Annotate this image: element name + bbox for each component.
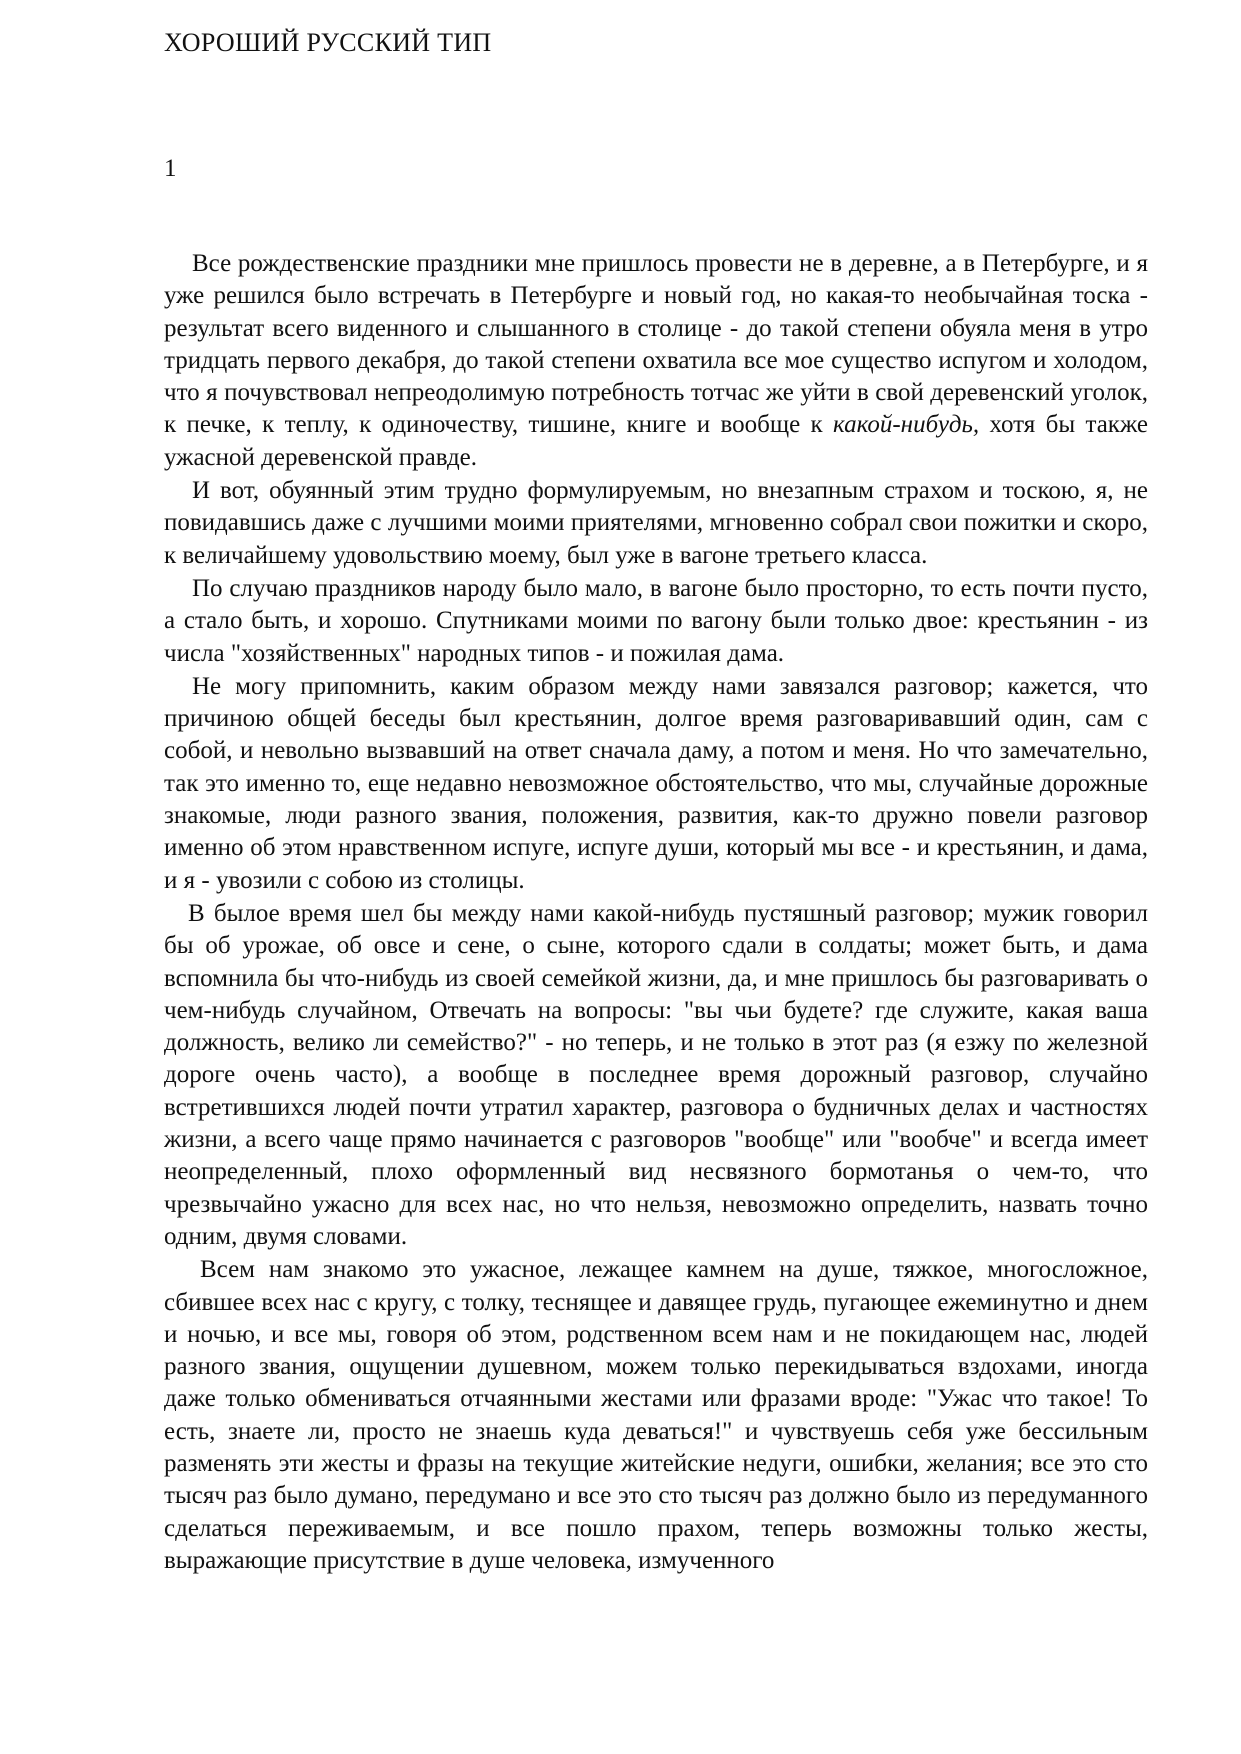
paragraph: В былое время шел бы между нами какой-нибудь пустяшный разговор; мужик говорил бы об урожае, об овсе и сене, о сыне, которого сдали в солдаты; может быть, и дама вспомнила бы что-нибудь из своей семейкой жизни, да, и мне пришлось бы разговаривать о чем-нибудь случайном, Отвечать на вопросы: "вы чьи будете? где служите, какая ваша должность, велико ли семейство?" - но теперь, и не только в этот раз (я езжу по железной дороге очень часто), а вообще в последнее время дорожный разговор, случайно встретившихся людей почти утратил характер, разговора о будничных делах и частностях жизни, а всего чаще прямо начинается с разговоров "вообще" или "вообче" и всегда имеет неопределенный, плохо оформленный вид несвязного бормотанья о чем-то, что чрезвычайно ужасно для всех нас, но что нельзя, невозможно определить, назвать точно одним, двумя словами.: [164, 899, 1148, 1250]
chapter-number: 1: [164, 155, 177, 182]
paragraph-text: Все рождественские праздники мне пришлось провести не в деревне, а в Петербурге, и я уже решился было встречать в Петербурге и новый год, но какая-то необычайная тоска - результат всего виденного и слышанного в столице - до такой степени обуяла меня в утро тридцать первого декабря, до такой степени охватила все мое существо испугом и холодом, что я почувствовал непреодолимую потребность тотчас же уйти в свой деревенский уголок, к печке, к теплу, к одиночеству, тишине, книге и вообще к: [164, 250, 1148, 439]
paragraph: Не могу припомнить, каким образом между нами завязался разговор; кажется, что причиною общей беседы был крестьянин, долгое время разговаривавший один, сам с собой, и невольно вызвавший на ответ сначала даму, а потом и меня. Но что замечательно, так это именно то, еще недавно невозможное обстоятельство, что мы, случайные дорожные знакомые, люди разного звания, положения, развития, как-то дружно повели разговор именно об этом нравственном испуге, испуге души, который мы все - и крестьянин, и дама, и я - увозили с собою из столицы.: [164, 672, 1148, 894]
paragraph: И вот, обуянный этим трудно формулируемым, но внезапным страхом и тоскою, я, не повидавшись даже с лучшими моими приятелями, мгновенно собрал свои пожитки и скоро, к величайшему удовольствию моему, был уже в вагоне третьего класса.: [164, 477, 1148, 569]
paragraph: Всем нам знакомо это ужасное, лежащее камнем на душе, тяжкое, многосложное, сбившее всех нас с кругу, с толку, теснящее и давящее грудь, пугающее ежеминутно и днем и ночью, и все мы, говоря об этом, родственном всем нам и не покидающем нас, людей разного звания, ощущении душевном, можем только перекидываться вздохами, иногда даже только обмениваться отчаянными жестами или фразами вроде: "Ужас что такое! То есть, знаете ли, просто не знаешь куда деваться!" и чувствуешь себя уже бессильным разменять эти жесты и фразы на текущие житейские недуги, ошибки, желания; все это сто тысяч раз было думано, передумано и все это сто тысяч раз должно было из передуманного сделаться переживаемым, и все пошло прахом, теперь возможны только жесты, выражающие присутствие в душе человека, измученного: [164, 1256, 1148, 1574]
paragraph: [164, 248, 1148, 474]
document-body: [164, 248, 1148, 1578]
emphasized-text: какой-нибудь,: [833, 411, 980, 439]
paragraph-text: хотя бы также ужасной деревенской правде.: [164, 411, 1148, 471]
paragraph: По случаю праздников народу было мало, в вагоне было просторно, то есть почти пусто, а стало быть, и хорошо. Спутниками моими по вагону были только двое: крестьянин - из числа "хозяйственных" народных типов - и пожилая дама.: [164, 574, 1148, 667]
document-title: ХОРОШИЙ РУССКИЙ ТИП: [164, 28, 492, 57]
